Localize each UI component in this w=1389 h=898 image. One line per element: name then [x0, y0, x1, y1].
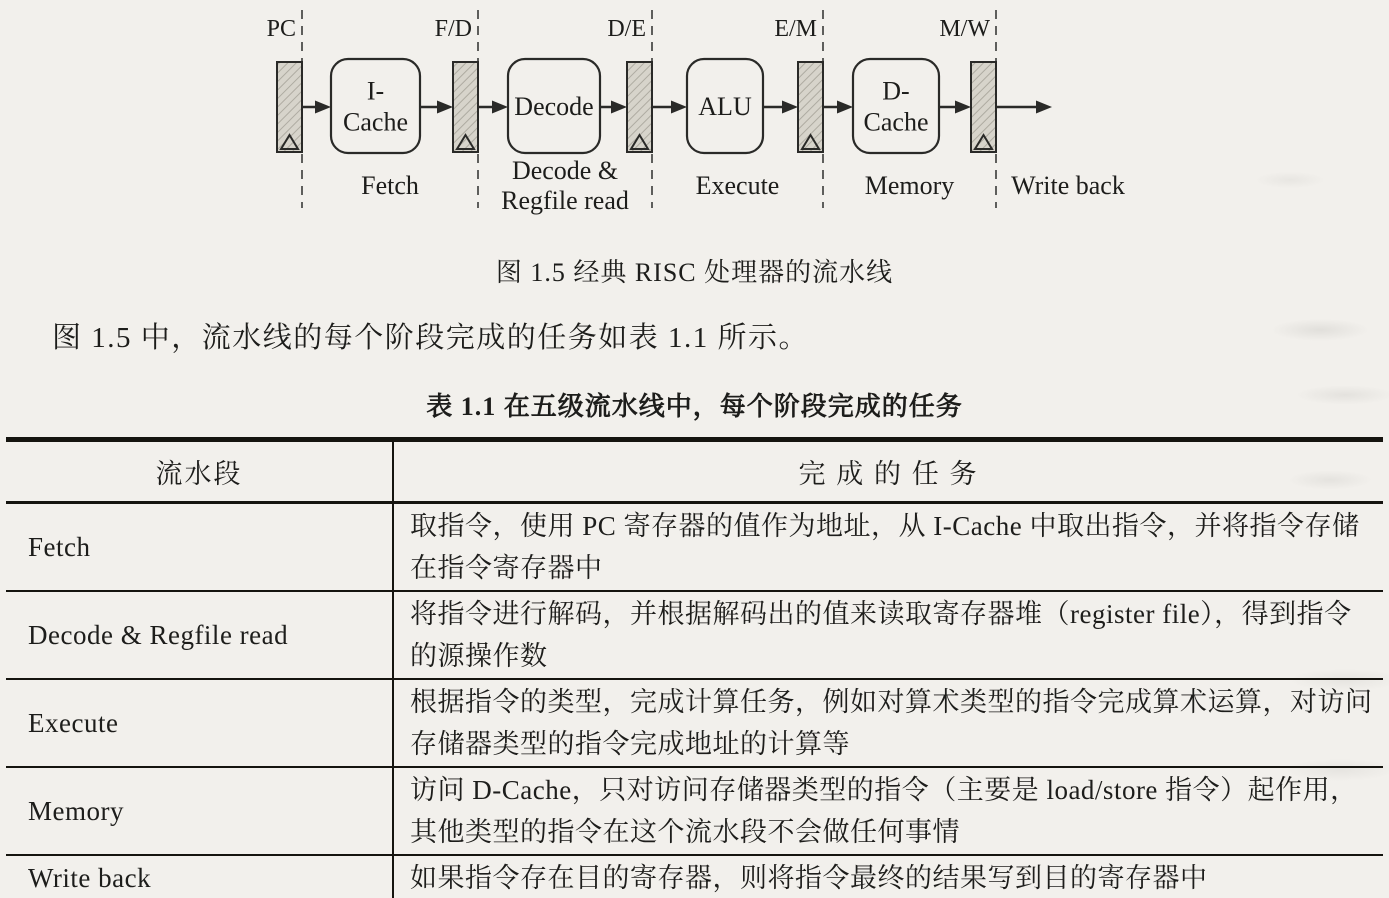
- task-cell: 访问 D-Cache，只对访问存储器类型的指令（主要是 load/store 指令）起作用，其他类型的指令在这个流水段不会做任何事情: [393, 767, 1383, 855]
- boundary-label: PC: [266, 16, 296, 42]
- task-cell: 如果指令存在目的寄存器，则将指令最终的结果写到目的寄存器中: [410, 863, 1208, 893]
- task-cell: 取指令，使用 PC 寄存器的值作为地址，从 I-Cache 中取出指令，并将指令存储在指令寄存器中: [393, 503, 1383, 592]
- arrowhead-icon: [492, 101, 508, 114]
- task-cell: 将指令进行解码，并根据解码出的值来读取寄存器堆（register file），得到指令的源操作数: [393, 591, 1383, 679]
- stage-name-cell: Decode & Regfile read: [6, 591, 393, 679]
- pipeline-diagram: [0, 2, 1389, 224]
- pipeline-unit-box: [331, 59, 420, 153]
- pipeline-register: [277, 62, 302, 152]
- arrowhead-icon: [955, 101, 971, 114]
- pipeline-stages-table: [6, 437, 1383, 898]
- stage-name-cell: Write back: [6, 855, 393, 898]
- pipeline-register: [798, 62, 823, 152]
- pipeline-unit-label: Decode: [514, 92, 594, 121]
- table-row: [6, 679, 1383, 767]
- table-header-row: [6, 440, 1383, 503]
- stage-name-label: Decode & Regfile read: [501, 156, 629, 215]
- boundary-label: D/E: [607, 16, 646, 42]
- stage-name-label: Memory: [864, 171, 955, 200]
- arrowhead-icon: [782, 101, 798, 114]
- body-paragraph: 图 1.5 中，流水线的每个阶段完成的任务如表 1.1 所示。: [52, 322, 810, 354]
- stage-name-cell: Memory: [6, 767, 393, 855]
- arrowhead-icon: [837, 101, 853, 114]
- table-header-task: 完 成 的 任 务: [393, 440, 1383, 503]
- table-row: [6, 503, 1383, 592]
- pipeline-unit-label: D-Cache: [863, 76, 929, 137]
- stage-name-label: Execute: [695, 171, 780, 200]
- pipeline-register: [453, 62, 478, 152]
- arrowhead-icon: [1036, 101, 1052, 114]
- stage-name-label: Fetch: [361, 171, 419, 200]
- boundary-label: F/D: [434, 16, 472, 42]
- table-header-stage: 流水段: [6, 440, 393, 503]
- figure-caption: 图 1.5 经典 RISC 处理器的流水线: [495, 258, 894, 287]
- boundary-label: E/M: [774, 16, 817, 42]
- table-row: [6, 855, 1383, 898]
- arrowhead-icon: [437, 101, 453, 114]
- pipeline-register: [971, 62, 996, 152]
- table-title: 表 1.1 在五级流水线中，每个阶段完成的任务: [426, 392, 963, 421]
- stage-name-label: Write back: [1011, 171, 1125, 200]
- pipeline-unit-label: I-Cache: [343, 76, 408, 137]
- arrowhead-icon: [671, 101, 687, 114]
- task-cell: 根据指令的类型，完成计算任务，例如对算术类型的指令完成算术运算，对访问存储器类型的指令完成地址的计算等: [393, 679, 1383, 767]
- pipeline-unit-box: [853, 59, 939, 153]
- pipeline-figure: [0, 2, 1389, 289]
- table-row: [6, 767, 1383, 855]
- table-row: [6, 591, 1383, 679]
- stage-name-cell: Fetch: [6, 503, 393, 592]
- boundary-label: M/W: [939, 16, 990, 42]
- arrowhead-icon: [315, 101, 331, 114]
- pipeline-register: [627, 62, 652, 152]
- stage-name-cell: Execute: [6, 679, 393, 767]
- arrowhead-icon: [611, 101, 627, 114]
- pipeline-unit-label: ALU: [698, 92, 752, 121]
